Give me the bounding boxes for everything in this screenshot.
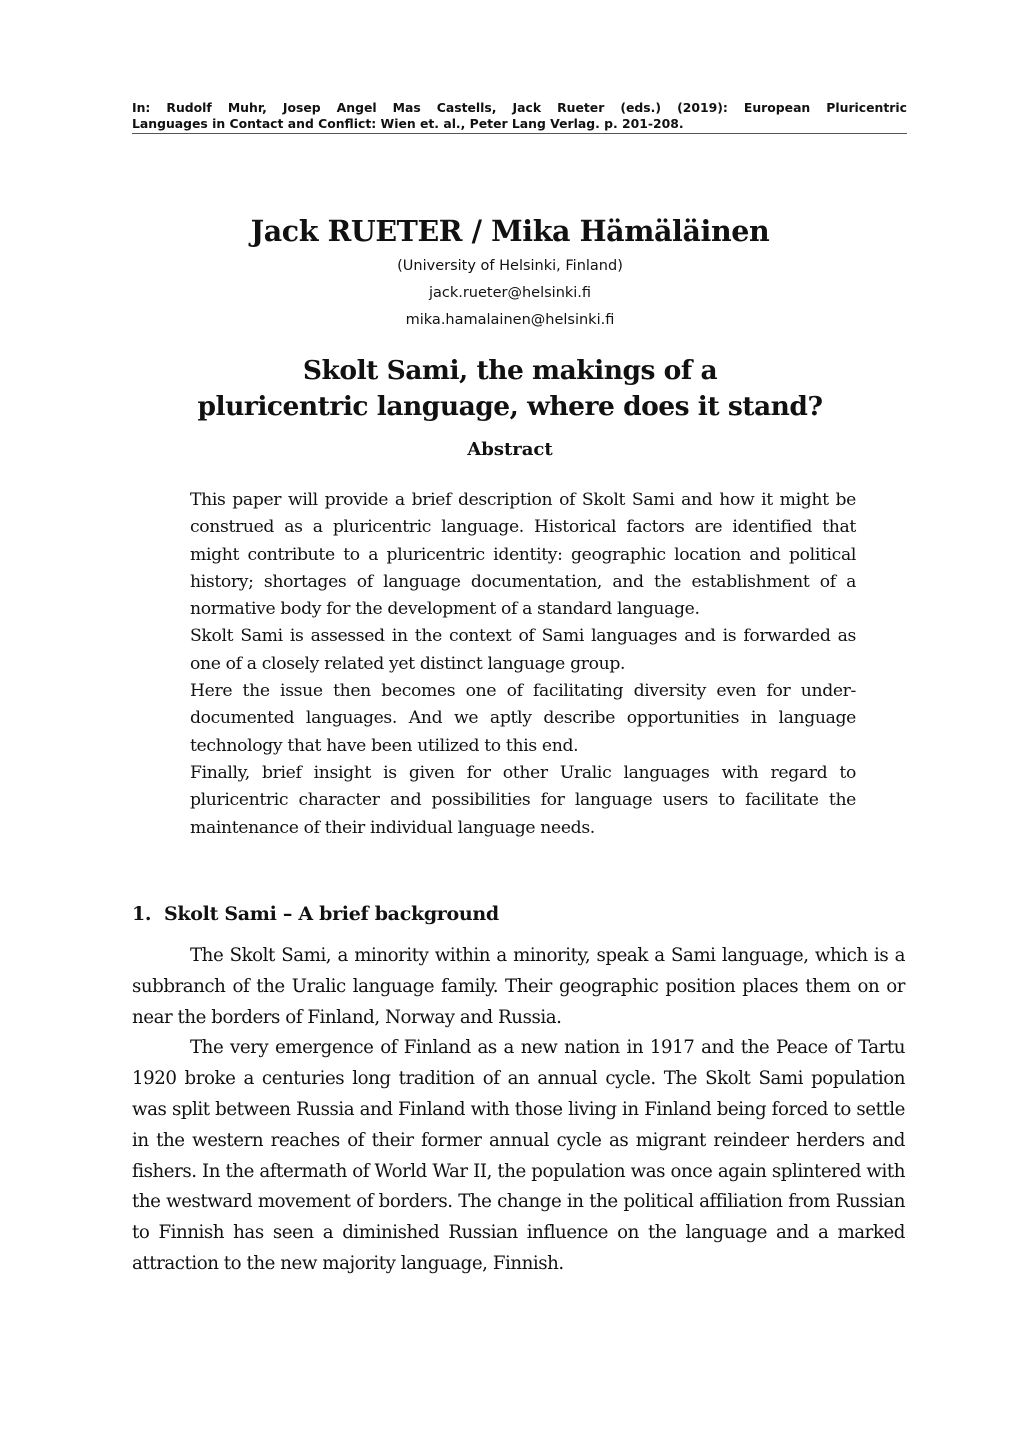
- body-paragraph: The Skolt Sami, a minority within a minority, speak a Sami language, which is a subbranch of the Uralic language family. Their geographic position places them on or near the borders of Finland, Norway and Russia.: [132, 945, 905, 1028]
- abstract-paragraph: Finally, brief insight is given for other Uralic languages with regard to pluricentric character and possibilities for language users to facilitate the maintenance of their individual language needs.: [190, 762, 856, 838]
- section-heading: [132, 901, 499, 927]
- author-names: Jack RUETER / Mika Hämäläinen: [250, 214, 770, 248]
- body-paragraph: The very emergence of Finland as a new nation in 1917 and the Peace of Tartu 1920 broke a centuries long tradition of an annual cycle. The Skolt Sami population was split between Russia and Finland with those living in Finland being forced to settle in the western reaches of their former annual cycle as migrant reindeer herders and fishers. In the aftermath of World War II, the population was once again splintered with the westward movement of borders. The change in the political affiliation from Russian to Finnish has seen a diminished Russian influence on the language and a marked attraction to the new majority language, Finnish.: [132, 1037, 905, 1274]
- author-email-2: mika.hamalainen@helsinki.fi: [405, 312, 615, 328]
- abstract-paragraph: This paper will provide a brief description of Skolt Sami and how it might be construed as a pluricentric language. Historical factors are identified that might contribute to a pluricentric identity: geographic location and political history; shortages of language documentation, and the establishment of a normative body for the development of a standard language.: [190, 490, 856, 620]
- abstract-body: [190, 487, 856, 842]
- section-body: [132, 941, 905, 1280]
- citation-line-1: In: Rudolf Muhr, Josep Angel Mas Castells, Jack Rueter (eds.) (2019): European Pluricentric: [132, 100, 907, 115]
- citation-line-2: Languages in Contact and Conflict: Wien et. al., Peter Lang Verlag. p. 201-208.: [132, 116, 684, 131]
- abstract-paragraph: Skolt Sami is assessed in the context of Sami languages and is forwarded as one of a closely related yet distinct language group.: [190, 626, 856, 674]
- section-title: Skolt Sami – A brief background: [164, 903, 499, 925]
- abstract-paragraph: Here the issue then becomes one of facilitating diversity even for under-documented languages. And we aptly describe opportunities in language technology that have been utilized to this end.: [190, 681, 856, 756]
- citation-header: [132, 100, 907, 134]
- section-number: 1.: [132, 903, 152, 925]
- paper-title-line-1: Skolt Sami, the makings of a: [302, 355, 718, 386]
- author-affiliation: (University of Helsinki, Finland): [397, 258, 623, 274]
- abstract-heading: Abstract: [467, 439, 553, 460]
- paper-title: [0, 353, 1020, 425]
- author-email-1: jack.rueter@helsinki.fi: [428, 285, 592, 301]
- paper-title-line-2: pluricentric language, where does it stand?: [197, 391, 823, 422]
